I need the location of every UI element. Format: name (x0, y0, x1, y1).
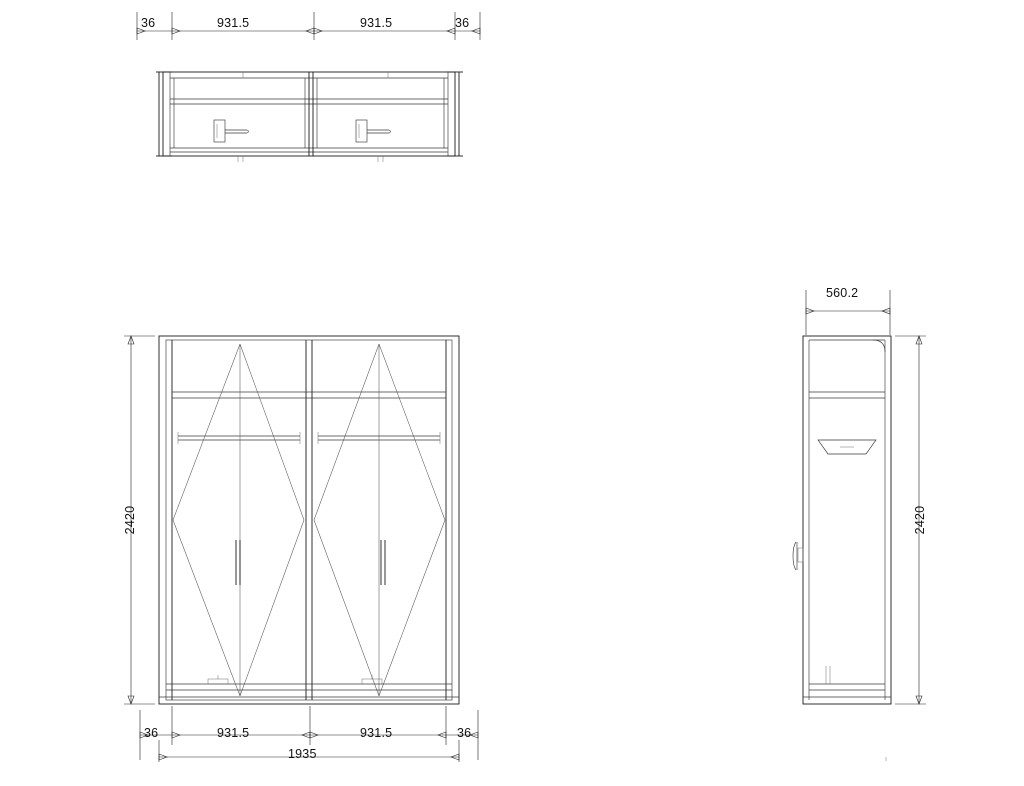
top-view-dimension-lines (137, 12, 480, 40)
front-left-panel-dimension: 36 (144, 726, 159, 740)
side-height-dimension: 2420 (913, 505, 927, 535)
front-right-panel-dimension: 36 (457, 726, 472, 740)
top-left-door-dimension: 931.5 (217, 16, 250, 30)
top-left-panel-dimension: 36 (141, 16, 156, 30)
front-view-geometry (159, 336, 459, 704)
side-depth-dimension: 560.2 (826, 286, 859, 300)
top-right-panel-dimension: 36 (455, 16, 470, 30)
front-height-dimension: 2420 (123, 505, 137, 535)
top-right-door-dimension: 931.5 (360, 16, 393, 30)
top-view-geometry (156, 72, 463, 162)
side-view-geometry (793, 290, 891, 704)
side-view-height-dimension (886, 336, 926, 761)
front-left-door-dimension: 931.5 (217, 726, 250, 740)
front-overall-width-dimension: 1935 (288, 747, 317, 761)
front-right-door-dimension: 931.5 (360, 726, 393, 740)
